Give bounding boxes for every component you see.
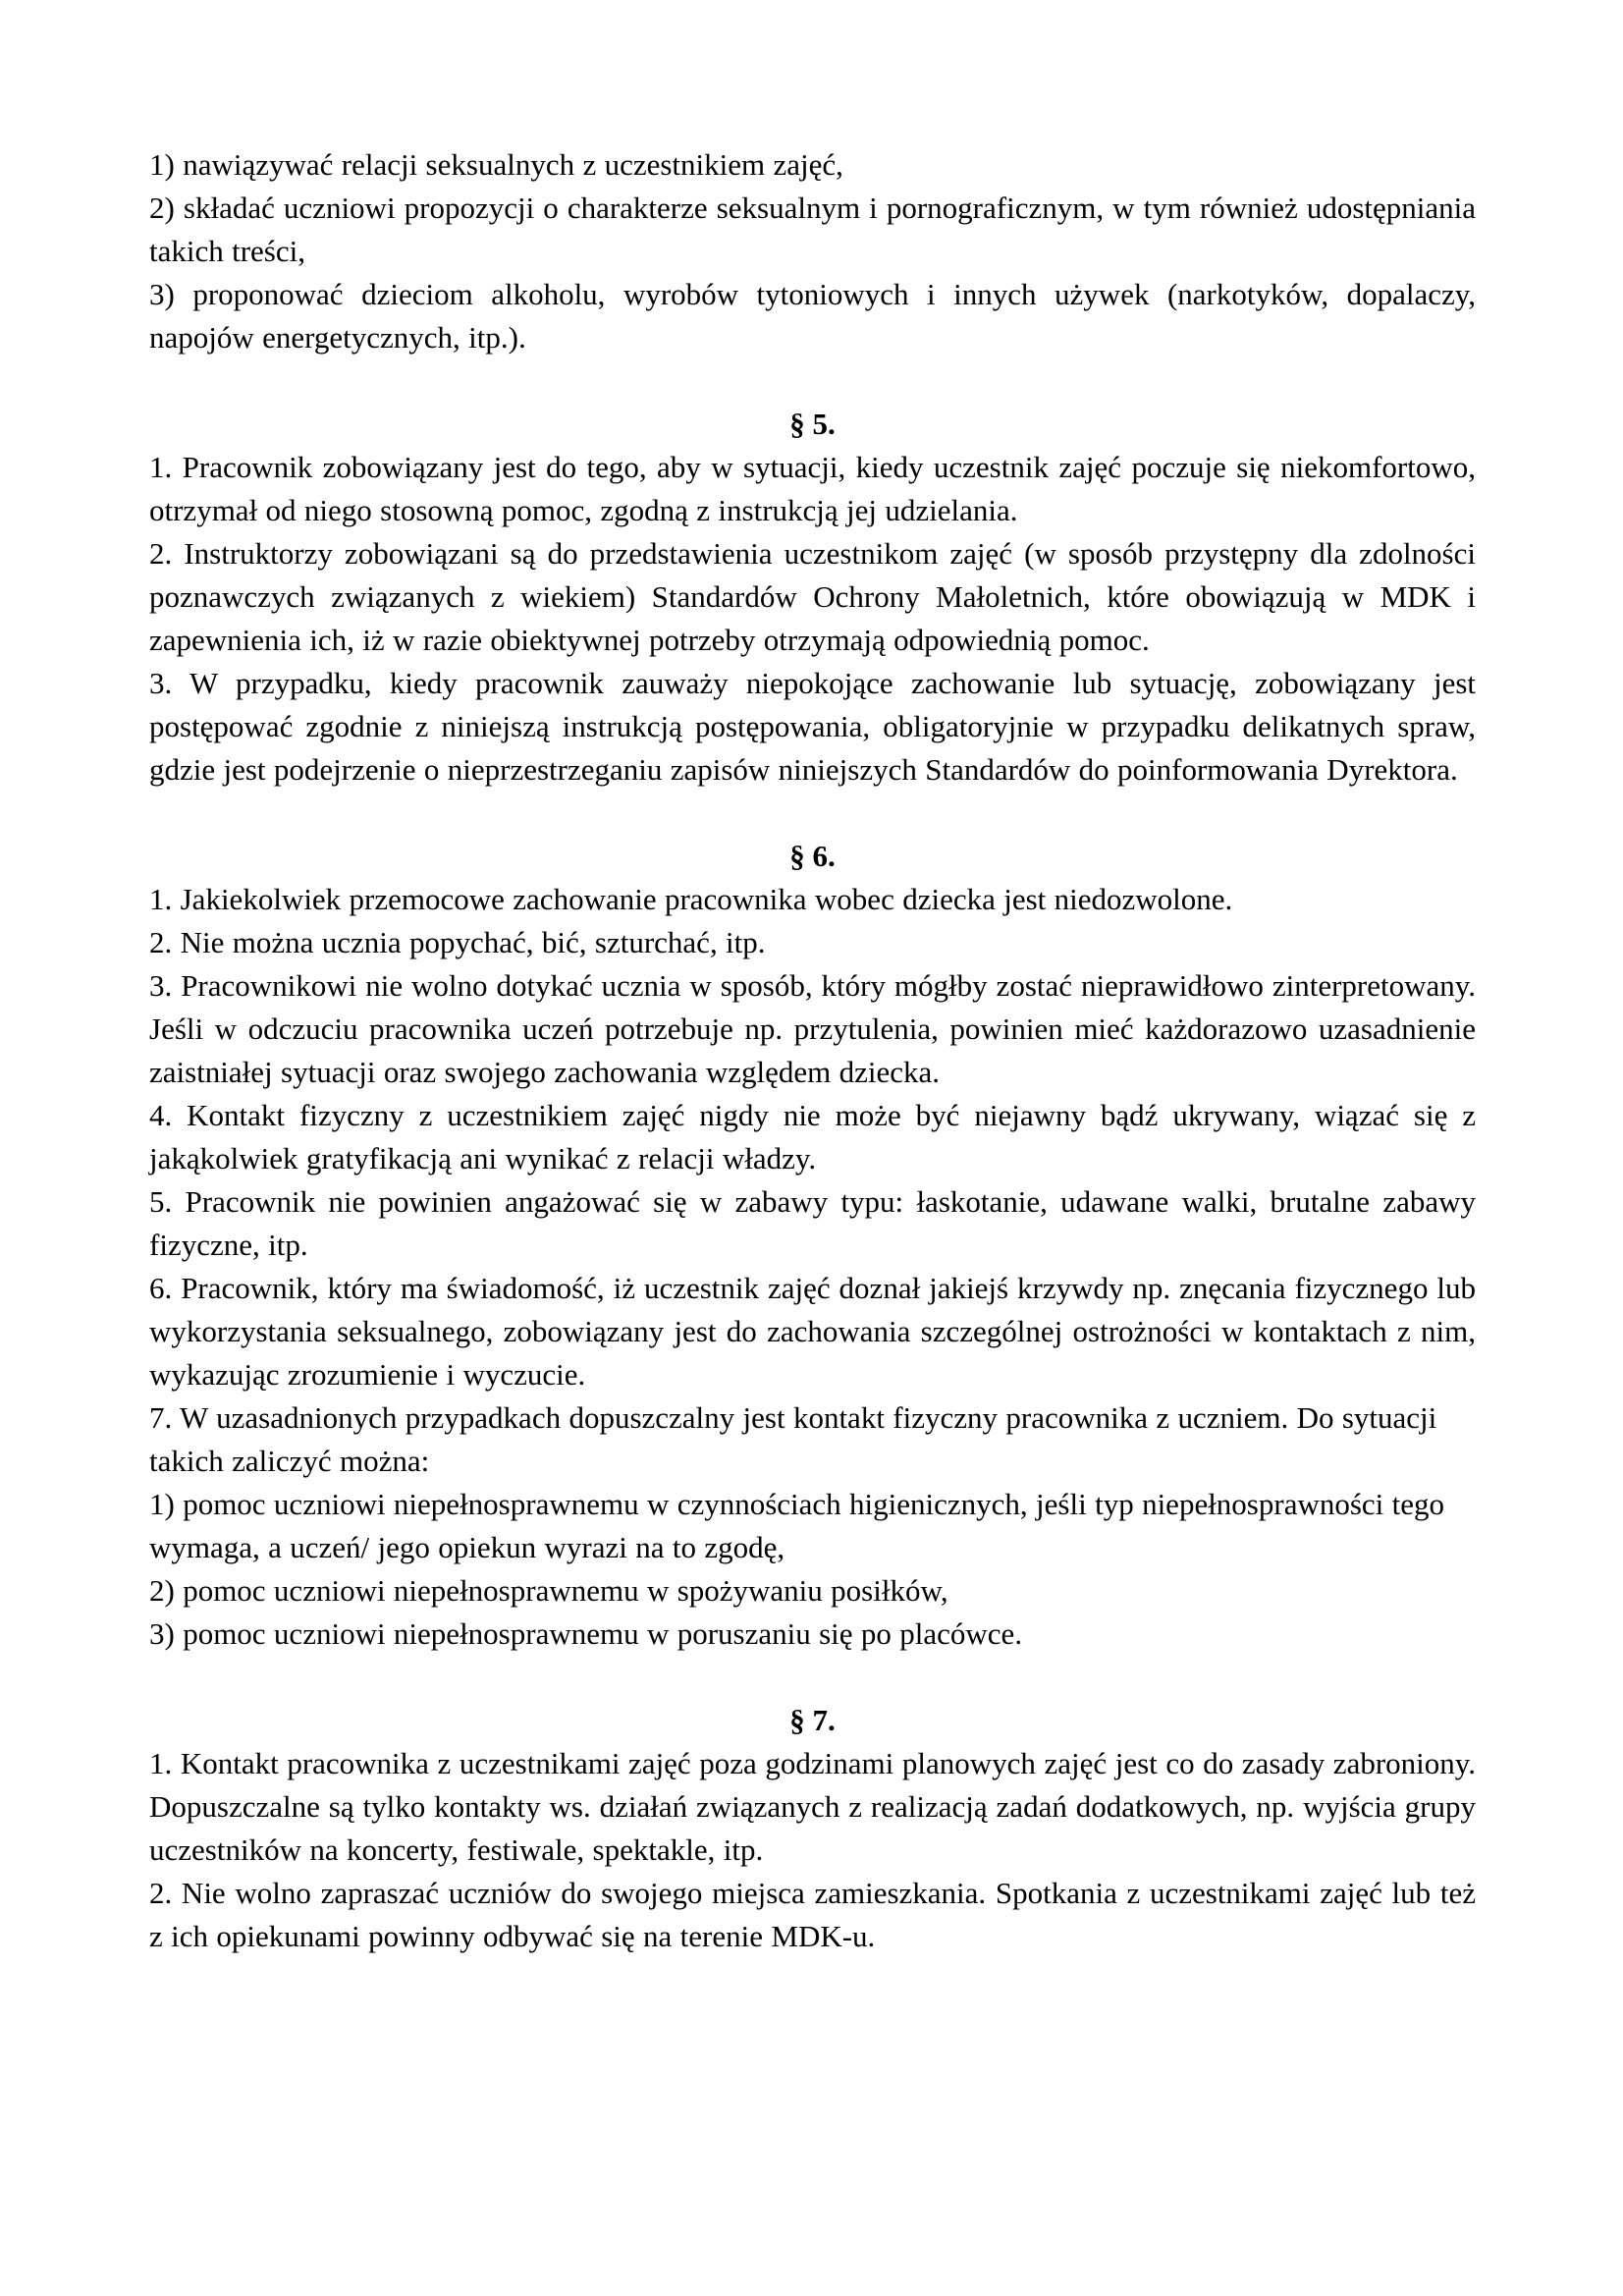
section-heading: § 5. [789,407,836,441]
paragraph: 2) pomoc uczniowi niepełnosprawnemu w spożywaniu posiłków, [149,1573,948,1608]
paragraph: 1) pomoc uczniowi niepełnosprawnemu w czynnościach higienicznych, jeśli typ niepełnosprawności tego wymaga, a uczeń/ jego opiekun wyrazi na to zgodę, [149,1487,1445,1564]
paragraph: 3) proponować dzieciom alkoholu, wyrobów tytoniowych i innych używek (narkotyków, dopalaczy, napojów energetycznych, itp.). [149,277,1476,355]
paragraph: 2) składać uczniowi propozycji o charakterze seksualnym i pornograficznym, w tym również udostępniania takich treści, [149,191,1476,268]
paragraph: 3) pomoc uczniowi niepełnosprawnemu w poruszaniu się po placówce. [149,1616,1023,1651]
paragraph: 3. W przypadku, kiedy pracownik zauważy niepokojące zachowanie lub sytuację, zobowiązany jest postępować zgodnie z niniejszą instrukcją postępowania, obligatoryjnie w przypadku delikatnych spraw, gdzie jest podejrzenie o nieprzestrzeganiu zapisów niniejszych Standardów do poinformowania Dyrektora. [149,666,1476,787]
paragraph: 6. Pracownik, który ma świadomość, iż uczestnik zajęć doznał jakiejś krzywdy np. znęcania fizycznego lub wykorzystania seksualnego, zobowiązany jest do zachowania szczególnej ostrożności w kontaktach z nim, wykazując zrozumienie i wyczucie. [149,1271,1476,1392]
paragraph: 3. Pracownikowi nie wolno dotykać ucznia w sposób, który mógłby zostać nieprawidłowo zinterpretowany. Jeśli w odczuciu pracownika uczeń potrzebuje np. przytulenia, powinien mieć każdorazowo uzasadnienie zaistniałej sytuacji oraz swojego zachowania względem dziecka. [149,968,1476,1089]
document-content [149,143,1476,1958]
paragraph: 1. Jakiekolwiek przemocowe zachowanie pracownika wobec dziecka jest niedozwolone. [149,882,1233,916]
section-heading: § 7. [789,1703,836,1737]
paragraph: 2. Nie można ucznia popychać, bić, szturchać, itp. [149,925,766,959]
paragraph: 5. Pracownik nie powinien angażować się w zabawy typu: łaskotanie, udawane walki, brutalne zabawy fizyczne, itp. [149,1184,1476,1262]
paragraph: 7. W uzasadnionych przypadkach dopuszczalny jest kontakt fizyczny pracownika z uczniem. Do sytuacji takich zaliczyć można: [149,1400,1437,1478]
paragraph: 2. Instruktorzy zobowiązani są do przedstawienia uczestnikom zajęć (w sposób przystępny dla zdolności poznawczych związanych z wiekiem) Standardów Ochrony Małoletnich, które obowiązują w MDK i zapewnienia ich, iż w razie obiektywnej potrzeby otrzymają odpowiednią pomoc. [149,536,1476,657]
paragraph: 1. Kontakt pracownika z uczestnikami zajęć poza godzinami planowych zajęć jest co do zasady zabroniony. Dopuszczalne są tylko kontakty ws. działań związanych z realizacją zadań dodatkowych, np. wyjścia grupy uczestników na koncerty, festiwale, spektakle, itp. [149,1746,1476,1867]
paragraph: 4. Kontakt fizyczny z uczestnikiem zajęć nigdy nie może być niejawny bądź ukrywany, wiązać się z jakąkolwiek gratyfikacją ani wynikać z relacji władzy. [149,1098,1476,1175]
paragraph: 1. Pracownik zobowiązany jest do tego, aby w sytuacji, kiedy uczestnik zajęć poczuje się niekomfortowo, otrzymał od niego stosowną pomoc, zgodną z instrukcją jej udzielania. [149,450,1476,527]
paragraph: 1) nawiązywać relacji seksualnych z uczestnikiem zajęć, [149,147,843,182]
section-heading: § 6. [789,839,836,873]
paragraph: 2. Nie wolno zapraszać uczniów do swojego miejsca zamieszkania. Spotkania z uczestnikami zajęć lub też z ich opiekunami powinny odbywać się na terenie MDK-u. [149,1876,1476,1953]
